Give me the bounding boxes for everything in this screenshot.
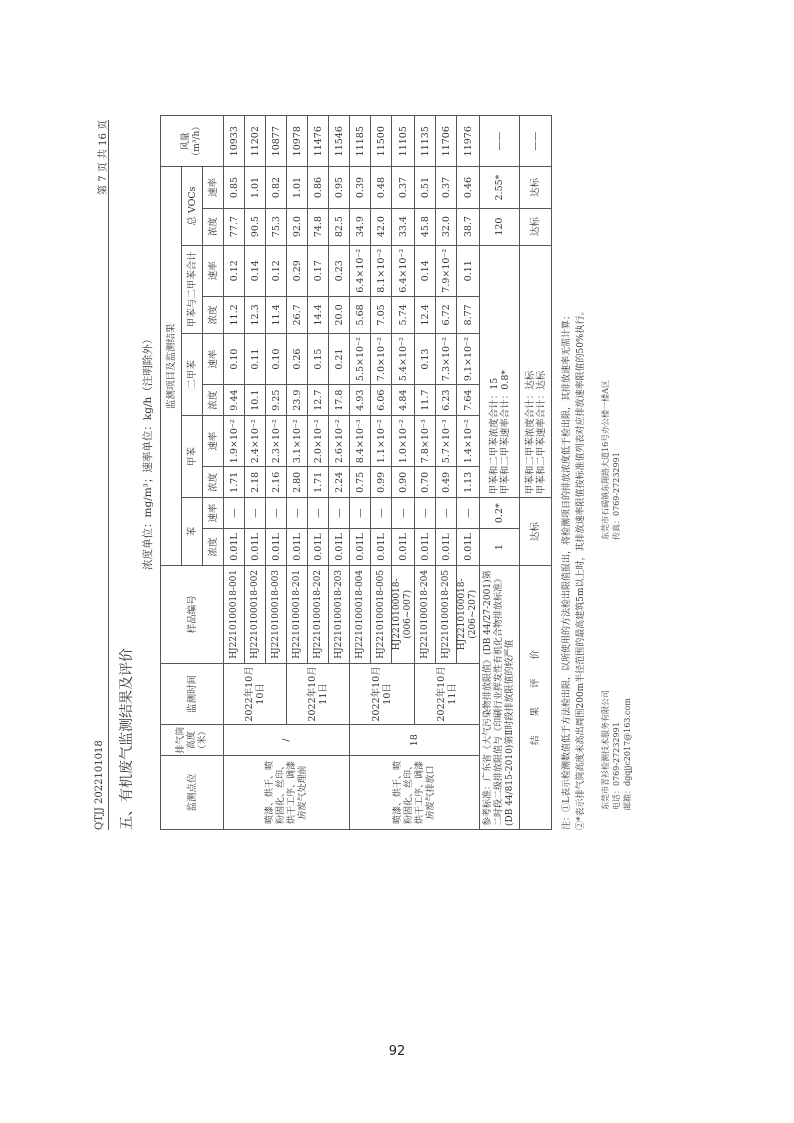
benzene-rate: — [436, 498, 457, 529]
col-flow: 风量（m³/h） [161, 116, 224, 167]
benzene-conc: 0.01L [371, 529, 392, 566]
tx-rate: 0.14 [415, 245, 436, 296]
xylene-rate: 0.15 [308, 333, 329, 384]
benzene-conc: 0.01L [350, 529, 371, 566]
tx-rate: 7.9×10⁻² [436, 245, 457, 296]
xylene-rate: 7.3×10⁻² [436, 333, 457, 384]
flow: 11105 [392, 116, 415, 167]
standard-tx-conc: 甲苯和二甲苯浓度合计：15 [488, 377, 500, 495]
benzene-conc: 0.01L [224, 529, 245, 566]
tx-rate: 0.29 [287, 245, 308, 296]
vocs-rate: 0.46 [457, 167, 480, 208]
toluene-rate: 1.9×10⁻² [224, 416, 245, 467]
footer-address-line: 东莞市石碣镇东翔路大道16号办公楼一楼A区 [601, 380, 610, 540]
toluene-rate: 2.6×10⁻² [329, 416, 350, 467]
toluene-rate: 8.4×10⁻³ [350, 416, 371, 467]
evaluation-label: 结 果 评 价 [520, 566, 552, 830]
xylene-conc: 6.06 [371, 385, 392, 416]
vocs-rate: 0.39 [350, 167, 371, 208]
page-number: 92 [388, 1044, 406, 1059]
tx-rate: 6.4×10⁻² [392, 245, 415, 296]
table-row [350, 116, 371, 830]
report-number: QTJJ 2022101018 [94, 740, 105, 830]
vocs-conc: 33.4 [392, 208, 415, 245]
toluene-rate: 3.1×10⁻² [287, 416, 308, 467]
tx-conc: 11.4 [266, 296, 287, 333]
table-row [415, 116, 436, 830]
tx-rate: 0.11 [457, 245, 480, 296]
xylene-conc: 23.9 [287, 385, 308, 416]
toluene-rate: 1.1×10⁻² [371, 416, 392, 467]
time-cell: 2022年10月10日 [350, 663, 415, 725]
standard-vocs-conc: 120 [480, 208, 520, 245]
toluene-conc: 0.75 [350, 467, 371, 498]
tx-conc: 20.0 [329, 296, 350, 333]
xylene-rate: 0.21 [329, 333, 350, 384]
evaluation-benzene: 达标 [520, 498, 552, 566]
point-cell: 喷漆、烘干、喷粉固化、丝印、烘干工序、调漆房废气处理前 [224, 756, 350, 830]
vocs-rate: 1.01 [245, 167, 266, 208]
vocs-conc: 38.7 [457, 208, 480, 245]
sample-id: HJ2210100018-001 [224, 566, 245, 664]
xylene-rate: 0.10 [266, 333, 287, 384]
benzene-rate: — [457, 498, 480, 529]
standard-vocs-rate: 2.55* [480, 167, 520, 208]
benzene-conc: 0.01L [415, 529, 436, 566]
vocs-rate: 1.01 [287, 167, 308, 208]
note-1: 注：①L表示检测数值低于方法检出限，以所使用的方法检出限值报出，将检测项目的排放浓度低于检出限，其排放速率无需计算； [562, 311, 572, 830]
toluene-conc: 2.16 [266, 467, 287, 498]
vocs-rate: 0.37 [392, 167, 415, 208]
tx-rate: 0.23 [329, 245, 350, 296]
sample-id: HJ2210100018-005 [371, 566, 392, 664]
table-summary [480, 116, 552, 830]
time-cell: 2022年10月10日 [224, 663, 287, 725]
toluene-conc: 2.80 [287, 467, 308, 498]
benzene-rate: — [371, 498, 392, 529]
toluene-rate: 5.7×10⁻³ [436, 416, 457, 467]
col-results: 监测项目及监测结果 [161, 167, 182, 566]
col-height: 排气筒高度（米） [161, 725, 224, 756]
benzene-conc: 0.01L [245, 529, 266, 566]
footer-fax: 传真：0769-27232991 [612, 452, 621, 540]
flow: 10877 [266, 116, 287, 167]
flow: 11185 [350, 116, 371, 167]
point-cell: 喷漆、烘干、喷粉固化、丝印、烘干工序、调漆房废气排放口 [350, 756, 480, 830]
benzene-rate: — [308, 498, 329, 529]
note-2: ②*表示排气筒高度未高出周围200m半径范围的最高建筑5m以上时，其排放速率限值按标准值列表对应排放速率限值的50%执行。 [576, 306, 586, 830]
vocs-rate: 0.48 [371, 167, 392, 208]
flow: 11546 [329, 116, 350, 167]
flow: 11976 [457, 116, 480, 167]
table-row [287, 116, 308, 830]
xylene-rate: 5.5×10⁻² [350, 333, 371, 384]
section-title: 五、有机废气监测结果及评价 [119, 648, 135, 830]
col-sample: 样品编号 [161, 566, 224, 664]
flow: 11500 [371, 116, 392, 167]
tx-conc: 6.72 [436, 296, 457, 333]
benzene-rate: — [329, 498, 350, 529]
benzene-conc: 0.01L [329, 529, 350, 566]
footer-phone: 电话：0769-27232991 [612, 722, 621, 810]
tx-conc: 26.7 [287, 296, 308, 333]
evaluation-vocs-rate: 达标 [520, 167, 552, 208]
standard-tx [480, 245, 520, 498]
evaluation-vocs-conc: 达标 [520, 208, 552, 245]
evaluation-tx-conc: 甲苯和二甲苯浓度合计：达标 [524, 370, 536, 495]
evaluation-tx [520, 245, 552, 498]
vocs-conc: 34.9 [350, 208, 371, 245]
toluene-conc: 1.71 [308, 467, 329, 498]
benzene-conc: 0.01L [392, 529, 415, 566]
xylene-conc: 4.84 [392, 385, 415, 416]
flow: 11476 [308, 116, 329, 167]
xylene-conc: 9.25 [266, 385, 287, 416]
benzene-conc: 0.01L [287, 529, 308, 566]
time-cell: 2022年10月11日 [287, 663, 350, 725]
benzene-rate: — [350, 498, 371, 529]
toluene-rate: 1.4×10⁻² [457, 416, 480, 467]
tx-rate: 0.12 [224, 245, 245, 296]
benzene-rate: — [266, 498, 287, 529]
toluene-rate: 2.4×10⁻² [245, 416, 266, 467]
toluene-rate: 2.0×10⁻² [308, 416, 329, 467]
vocs-conc: 82.5 [329, 208, 350, 245]
tx-conc: 5.68 [350, 296, 371, 333]
footer-email: 邮箱：dgqjjc2017@163.com [623, 698, 632, 810]
xylene-conc: 9.44 [224, 385, 245, 416]
benzene-conc: 0.01L [436, 529, 457, 566]
vocs-rate: 0.82 [266, 167, 287, 208]
table-row [224, 116, 245, 830]
toluene-conc: 1.13 [457, 467, 480, 498]
standard-label: 参考标准：广东省《大气污染物排放限值》(DB 44/27-2001)第二时段二级排放限值与《印刷行业挥发性有机化合物排放标准》(DB 44/815-2010)第Ⅱ时段排放限值的较严值 [480, 566, 520, 830]
col-time: 监测时间 [161, 663, 224, 725]
standard-row [480, 116, 520, 830]
subhead-conc: 浓度 [203, 208, 224, 245]
xylene-conc: 17.8 [329, 385, 350, 416]
vocs-conc: 77.7 [224, 208, 245, 245]
tx-conc: 5.74 [392, 296, 415, 333]
benzene-rate: — [415, 498, 436, 529]
evaluation-row [520, 116, 552, 830]
sample-id: HJ2210100018-(006~007) [392, 566, 415, 664]
subhead-rate: 速率 [203, 333, 224, 384]
tx-conc: 14.4 [308, 296, 329, 333]
evaluation-flow: —— [520, 116, 552, 167]
sample-id: HJ2210100018-(206~207) [457, 566, 480, 664]
benzene-rate: — [392, 498, 415, 529]
report-content [92, 110, 662, 870]
vocs-rate: 0.37 [436, 167, 457, 208]
table-notes [560, 307, 588, 830]
toluene-rate: 1.0×10⁻² [392, 416, 415, 467]
subhead-rate: 速率 [203, 416, 224, 467]
height-cell: 18 [350, 725, 480, 756]
xylene-conc: 7.64 [457, 385, 480, 416]
benzene-conc: 0.01L [457, 529, 480, 566]
flow: 10933 [224, 116, 245, 167]
vocs-conc: 32.0 [436, 208, 457, 245]
table-body [161, 116, 480, 830]
sample-id: HJ2210100018-004 [350, 566, 371, 664]
vocs-rate: 0.85 [224, 167, 245, 208]
standard-flow: —— [480, 116, 520, 167]
xylene-conc: 10.1 [245, 385, 266, 416]
subhead-rate: 速率 [203, 167, 224, 208]
footer-address [600, 380, 622, 540]
sample-id: HJ2210100018-202 [308, 566, 329, 664]
tx-conc: 11.2 [224, 296, 245, 333]
flow: 11202 [245, 116, 266, 167]
xylene-conc: 6.23 [436, 385, 457, 416]
tx-conc: 8.77 [457, 296, 480, 333]
sample-id: HJ2210100018-203 [329, 566, 350, 664]
tx-conc: 7.05 [371, 296, 392, 333]
sample-id: HJ2210100018-201 [287, 566, 308, 664]
tx-rate: 0.12 [266, 245, 287, 296]
benzene-conc: 0.01L [308, 529, 329, 566]
benzene-rate: — [245, 498, 266, 529]
subhead-conc: 浓度 [203, 467, 224, 498]
vocs-conc: 90.5 [245, 208, 266, 245]
xylene-rate: 0.10 [224, 333, 245, 384]
tx-conc: 12.3 [245, 296, 266, 333]
tx-rate: 8.1×10⁻² [371, 245, 392, 296]
toluene-rate: 2.3×10⁻² [266, 416, 287, 467]
time-cell: 2022年10月11日 [415, 663, 480, 725]
vocs-conc: 92.0 [287, 208, 308, 245]
footer-company: 东莞市青衫检测技术服务有限公司 [601, 690, 610, 810]
toluene-conc: 0.49 [436, 467, 457, 498]
xylene-rate: 0.26 [287, 333, 308, 384]
toluene-conc: 2.18 [245, 467, 266, 498]
vocs-conc: 42.0 [371, 208, 392, 245]
vocs-rate: 0.51 [415, 167, 436, 208]
tx-rate: 0.14 [245, 245, 266, 296]
xylene-conc: 11.7 [415, 385, 436, 416]
rotated-report-page [92, 110, 662, 870]
xylene-rate: 9.1×10⁻² [457, 333, 480, 384]
toluene-conc: 0.90 [392, 467, 415, 498]
sample-id: HJ2210100018-002 [245, 566, 266, 664]
col-tx-sum: 甲苯与二甲苯合计 [182, 245, 203, 333]
flow: 11135 [415, 116, 436, 167]
toluene-conc: 1.71 [224, 467, 245, 498]
unit-note: 浓度单位：mg/m³；速率单位：kg/h（注明除外） [142, 333, 154, 570]
subhead-conc: 浓度 [203, 529, 224, 566]
xylene-conc: 4.93 [350, 385, 371, 416]
col-point: 监测点位 [161, 756, 224, 830]
col-xylene: 二甲苯 [182, 333, 203, 415]
subhead-conc: 浓度 [203, 296, 224, 333]
header-rule [108, 120, 109, 830]
xylene-rate: 0.11 [245, 333, 266, 384]
page-info: 第 7 页 共 16 页 [98, 120, 109, 195]
col-vocs: 总 VOCs [182, 167, 203, 245]
xylene-rate: 5.4×10⁻² [392, 333, 415, 384]
subhead-rate: 速率 [203, 498, 224, 529]
vocs-results-table [160, 115, 552, 830]
tx-rate: 6.4×10⁻² [350, 245, 371, 296]
standard-tx-rate: 甲苯和二甲苯速率合计：0.8* [499, 369, 511, 495]
subhead-conc: 浓度 [203, 385, 224, 416]
vocs-conc: 45.8 [415, 208, 436, 245]
vocs-rate: 0.95 [329, 167, 350, 208]
evaluation-tx-rate: 甲苯和二甲苯速率合计：达标 [535, 370, 547, 495]
col-toluene: 甲苯 [182, 416, 203, 498]
standard-benzene-conc: 1 [480, 529, 520, 566]
vocs-conc: 74.8 [308, 208, 329, 245]
flow: 10978 [287, 116, 308, 167]
toluene-rate: 7.8×10⁻³ [415, 416, 436, 467]
sample-id: HJ2210100018-205 [436, 566, 457, 664]
benzene-conc: 0.01L [266, 529, 287, 566]
height-cell: / [224, 725, 350, 756]
subhead-rate: 速率 [203, 245, 224, 296]
sample-id: HJ2210100018-003 [266, 566, 287, 664]
tx-rate: 0.17 [308, 245, 329, 296]
benzene-rate: — [287, 498, 308, 529]
footer-contact [600, 690, 633, 810]
tx-conc: 12.4 [415, 296, 436, 333]
toluene-conc: 0.70 [415, 467, 436, 498]
xylene-conc: 12.7 [308, 385, 329, 416]
sample-id: HJ2210100018-204 [415, 566, 436, 664]
header-row [161, 116, 182, 830]
vocs-conc: 75.3 [266, 208, 287, 245]
standard-benzene-rate: 0.2* [480, 498, 520, 529]
xylene-rate: 7.0×10⁻² [371, 333, 392, 384]
toluene-conc: 0.99 [371, 467, 392, 498]
toluene-conc: 2.24 [329, 467, 350, 498]
flow: 11706 [436, 116, 457, 167]
benzene-rate: — [224, 498, 245, 529]
vocs-rate: 0.86 [308, 167, 329, 208]
col-benzene: 苯 [182, 498, 203, 566]
xylene-rate: 0.13 [415, 333, 436, 384]
